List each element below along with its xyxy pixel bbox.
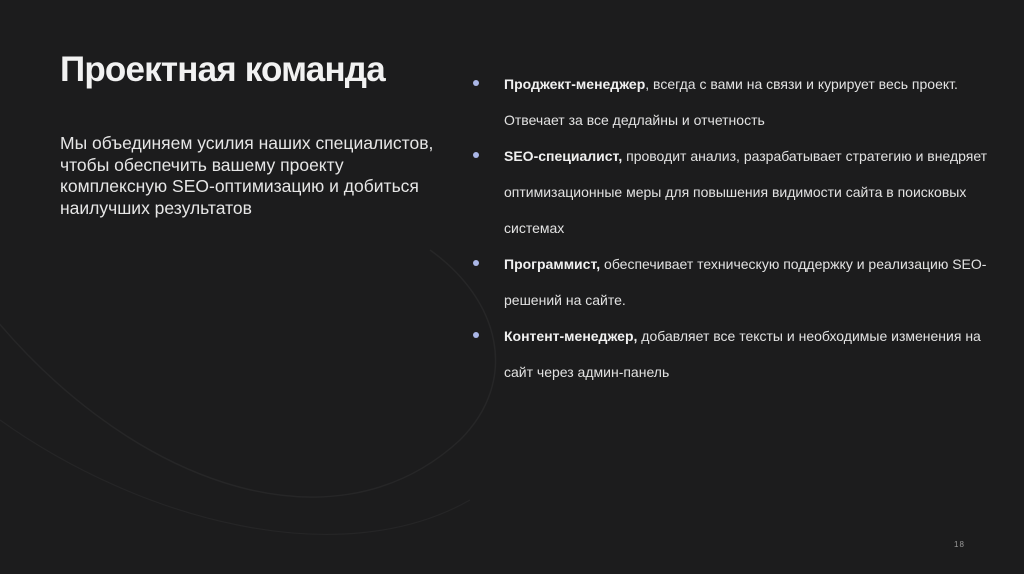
list-item-project-manager bbox=[470, 66, 1010, 138]
role-description: проводит анализ, разрабатывает стратегию и внедряет оптимизационные меры для повышения видимости сайта в поисковых системах bbox=[504, 148, 988, 236]
role-name: Программист, bbox=[504, 256, 601, 272]
bullet-icon bbox=[473, 260, 479, 266]
role-name: Контент-менеджер, bbox=[504, 328, 638, 344]
role-name: SEO-специалист, bbox=[504, 148, 623, 164]
role-description: добавляет все тексты и необходимые изменения на сайт через админ-панель bbox=[504, 328, 981, 380]
role-description: обеспечивает техническую поддержку и реализацию SEO-решений на сайте. bbox=[504, 256, 987, 308]
list-item-seo-specialist bbox=[470, 138, 1010, 246]
bullet-icon bbox=[473, 80, 479, 86]
decorative-curve bbox=[0, 420, 470, 534]
team-roles-list bbox=[470, 66, 1010, 390]
role-name: Проджект-менеджер bbox=[504, 76, 646, 92]
decorative-curve bbox=[0, 250, 496, 497]
list-item-programmer bbox=[470, 246, 1010, 318]
bullet-icon bbox=[473, 152, 479, 158]
list-item-content-manager bbox=[470, 318, 1010, 390]
slide-title: Проектная команда bbox=[60, 50, 385, 89]
intro-text: Мы объединяем усилия наших специалистов, чтобы обеспечить вашему проекту комплексную SEO-оптимизацию и добиться наилучших результатов bbox=[60, 133, 434, 218]
bullet-icon bbox=[473, 332, 479, 338]
role-description: , всегда с вами на связи и курирует весь проект. Отвечает за все дедлайны и отчетность bbox=[504, 76, 958, 128]
page-number: 18 bbox=[954, 540, 965, 549]
